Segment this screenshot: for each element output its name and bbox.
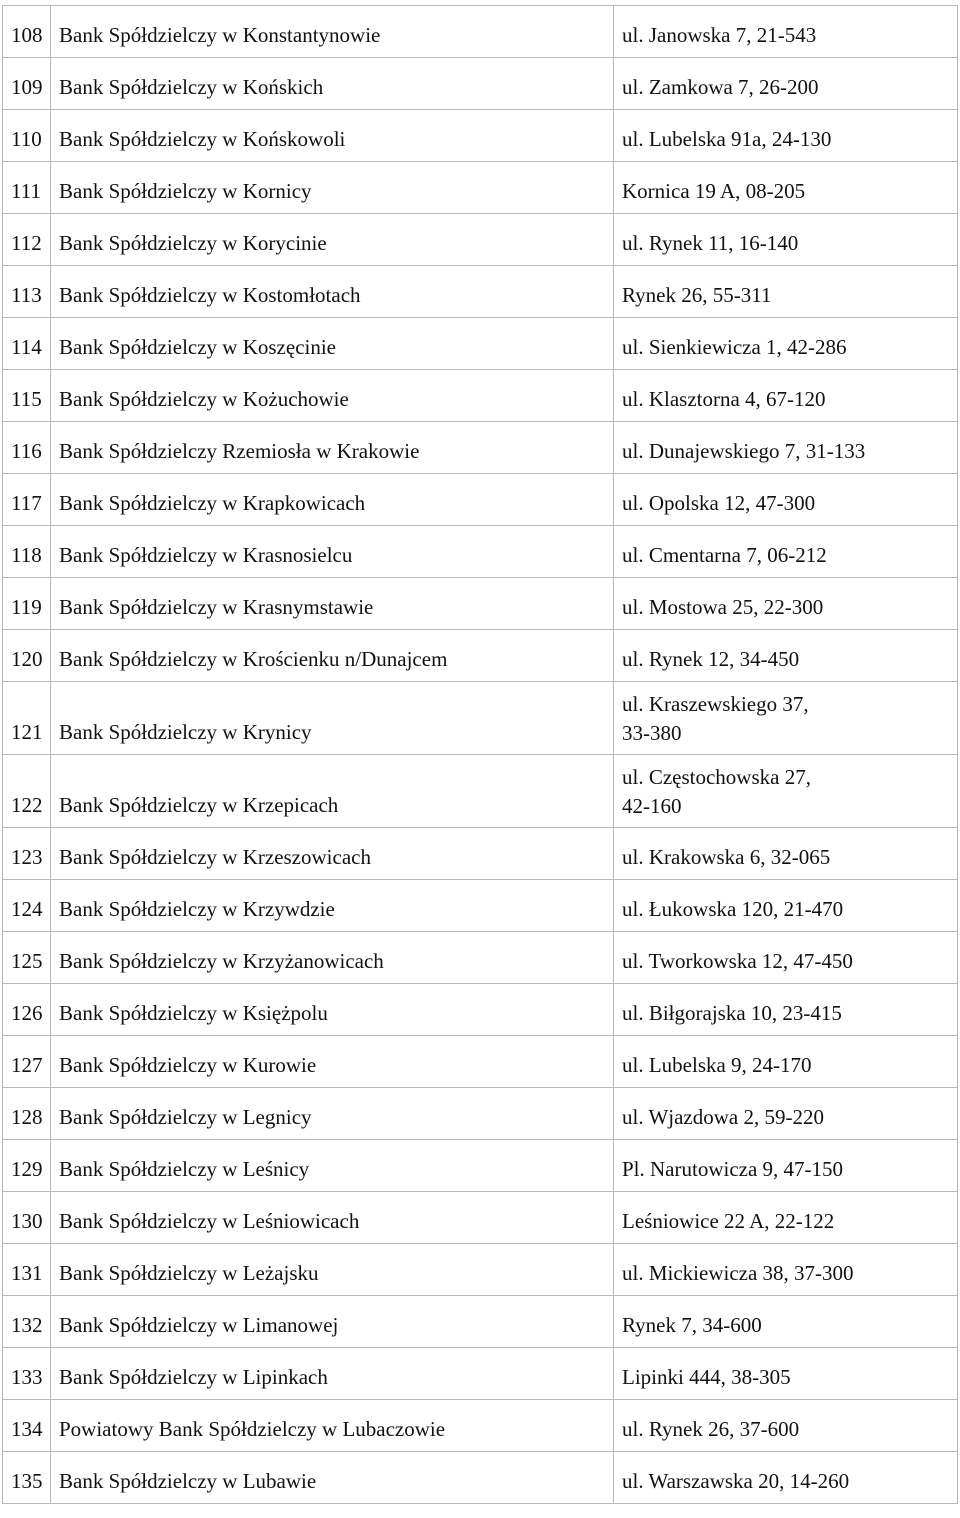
bank-address: ul. Łukowska 120, 21-470: [614, 880, 958, 932]
bank-name: Bank Spółdzielczy w Konstantynowie: [51, 6, 614, 58]
bank-name: Bank Spółdzielczy w Krapkowicach: [51, 474, 614, 526]
bank-name: Bank Spółdzielczy w Koszęcinie: [51, 318, 614, 370]
table-row: [3, 1088, 958, 1140]
row-number: 135: [3, 1452, 51, 1504]
bank-name: Bank Spółdzielczy w Kornicy: [51, 162, 614, 214]
row-number: 122: [3, 755, 51, 828]
bank-address: ul. Cmentarna 7, 06-212: [614, 526, 958, 578]
row-number: 108: [3, 6, 51, 58]
bank-address: ul. Lubelska 9, 24-170: [614, 1036, 958, 1088]
bank-address: ul. Zamkowa 7, 26-200: [614, 58, 958, 110]
table-row: [3, 110, 958, 162]
table-row: [3, 828, 958, 880]
table-row: [3, 1036, 958, 1088]
bank-address: ul. Klasztorna 4, 67-120: [614, 370, 958, 422]
row-number: 121: [3, 682, 51, 755]
bank-name: Bank Spółdzielczy Rzemiosła w Krakowie: [51, 422, 614, 474]
bank-name: Bank Spółdzielczy w Krzeszowicach: [51, 828, 614, 880]
bank-name: Bank Spółdzielczy w Krasnymstawie: [51, 578, 614, 630]
table-row: [3, 755, 958, 828]
table-row: [3, 162, 958, 214]
bank-address: Rynek 7, 34-600: [614, 1296, 958, 1348]
bank-address: Pl. Narutowicza 9, 47-150: [614, 1140, 958, 1192]
bank-name: Bank Spółdzielczy w Końskowoli: [51, 110, 614, 162]
bank-name: Powiatowy Bank Spółdzielczy w Lubaczowie: [51, 1400, 614, 1452]
bank-address: ul. Warszawska 20, 14-260: [614, 1452, 958, 1504]
row-number: 128: [3, 1088, 51, 1140]
bank-name: Bank Spółdzielczy w Krościenku n/Dunajcem: [51, 630, 614, 682]
bank-address: ul. Mickiewicza 38, 37-300: [614, 1244, 958, 1296]
bank-name: Bank Spółdzielczy w Krzywdzie: [51, 880, 614, 932]
bank-address: ul. Rynek 12, 34-450: [614, 630, 958, 682]
table-row: [3, 1244, 958, 1296]
bank-name: Bank Spółdzielczy w Lubawie: [51, 1452, 614, 1504]
table-row: [3, 1400, 958, 1452]
row-number: 119: [3, 578, 51, 630]
bank-name: Bank Spółdzielczy w Leśnicy: [51, 1140, 614, 1192]
table-row: [3, 578, 958, 630]
bank-address: ul. Rynek 26, 37-600: [614, 1400, 958, 1452]
table-row: [3, 6, 958, 58]
table-row: [3, 422, 958, 474]
bank-name: Bank Spółdzielczy w Kożuchowie: [51, 370, 614, 422]
bank-name: Bank Spółdzielczy w Leżajsku: [51, 1244, 614, 1296]
table-row: [3, 984, 958, 1036]
table-row: [3, 880, 958, 932]
row-number: 110: [3, 110, 51, 162]
bank-address: ul. Rynek 11, 16-140: [614, 214, 958, 266]
row-number: 134: [3, 1400, 51, 1452]
table-row: [3, 1348, 958, 1400]
table-row: [3, 370, 958, 422]
bank-name: Bank Spółdzielczy w Krzyżanowicach: [51, 932, 614, 984]
row-number: 130: [3, 1192, 51, 1244]
bank-list-body: [3, 6, 958, 1504]
bank-address: ul. Częstochowska 27, 42-160: [614, 755, 958, 828]
bank-name: Bank Spółdzielczy w Krzepicach: [51, 755, 614, 828]
bank-list-table: [2, 5, 958, 1504]
table-row: [3, 266, 958, 318]
bank-address: ul. Sienkiewicza 1, 42-286: [614, 318, 958, 370]
bank-name: Bank Spółdzielczy w Lipinkach: [51, 1348, 614, 1400]
table-row: [3, 682, 958, 755]
table-row: [3, 318, 958, 370]
bank-address: ul. Lubelska 91a, 24-130: [614, 110, 958, 162]
table-row: [3, 214, 958, 266]
bank-name: Bank Spółdzielczy w Limanowej: [51, 1296, 614, 1348]
bank-name: Bank Spółdzielczy w Kostomłotach: [51, 266, 614, 318]
table-row: [3, 932, 958, 984]
bank-address: ul. Krakowska 6, 32-065: [614, 828, 958, 880]
table-row: [3, 526, 958, 578]
bank-name: Bank Spółdzielczy w Korycinie: [51, 214, 614, 266]
row-number: 132: [3, 1296, 51, 1348]
table-row: [3, 1192, 958, 1244]
row-number: 129: [3, 1140, 51, 1192]
row-number: 115: [3, 370, 51, 422]
bank-address: ul. Opolska 12, 47-300: [614, 474, 958, 526]
bank-name: Bank Spółdzielczy w Kurowie: [51, 1036, 614, 1088]
row-number: 127: [3, 1036, 51, 1088]
table-row: [3, 1296, 958, 1348]
bank-address: Leśniowice 22 A, 22-122: [614, 1192, 958, 1244]
bank-address: ul. Janowska 7, 21-543: [614, 6, 958, 58]
table-row: [3, 58, 958, 110]
bank-address: Rynek 26, 55-311: [614, 266, 958, 318]
table-row: [3, 1452, 958, 1504]
bank-address: Kornica 19 A, 08-205: [614, 162, 958, 214]
bank-name: Bank Spółdzielczy w Legnicy: [51, 1088, 614, 1140]
table-row: [3, 630, 958, 682]
table-row: [3, 1140, 958, 1192]
row-number: 125: [3, 932, 51, 984]
row-number: 111: [3, 162, 51, 214]
bank-address: ul. Biłgorajska 10, 23-415: [614, 984, 958, 1036]
table-row: [3, 474, 958, 526]
row-number: 126: [3, 984, 51, 1036]
row-number: 131: [3, 1244, 51, 1296]
row-number: 112: [3, 214, 51, 266]
bank-name: Bank Spółdzielczy w Leśniowicach: [51, 1192, 614, 1244]
bank-address: ul. Mostowa 25, 22-300: [614, 578, 958, 630]
row-number: 120: [3, 630, 51, 682]
row-number: 124: [3, 880, 51, 932]
bank-name: Bank Spółdzielczy w Krasnosielcu: [51, 526, 614, 578]
row-number: 109: [3, 58, 51, 110]
row-number: 118: [3, 526, 51, 578]
row-number: 117: [3, 474, 51, 526]
row-number: 116: [3, 422, 51, 474]
bank-address: ul. Wjazdowa 2, 59-220: [614, 1088, 958, 1140]
bank-name: Bank Spółdzielczy w Końskich: [51, 58, 614, 110]
bank-address: Lipinki 444, 38-305: [614, 1348, 958, 1400]
bank-address: ul. Kraszewskiego 37, 33-380: [614, 682, 958, 755]
bank-address: ul. Dunajewskiego 7, 31-133: [614, 422, 958, 474]
row-number: 123: [3, 828, 51, 880]
bank-address: ul. Tworkowska 12, 47-450: [614, 932, 958, 984]
row-number: 114: [3, 318, 51, 370]
bank-name: Bank Spółdzielczy w Krynicy: [51, 682, 614, 755]
row-number: 133: [3, 1348, 51, 1400]
bank-name: Bank Spółdzielczy w Księżpolu: [51, 984, 614, 1036]
row-number: 113: [3, 266, 51, 318]
